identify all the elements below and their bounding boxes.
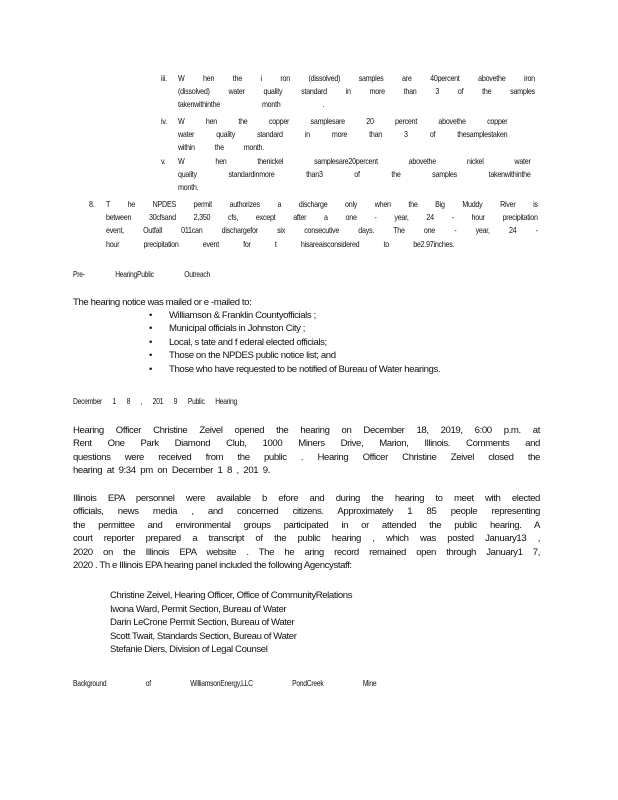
list-item: • Those on the NPDES public notice list; and	[149, 349, 440, 362]
list-item: • Those who have requested to be notified of Bureau of Water hearings.	[149, 363, 440, 376]
list-item-iv	[178, 115, 507, 155]
list-item-line: event, Outfall 011can dischargefor six consecutive days. The one - year, 24 -	[106, 225, 538, 236]
list-item-line: water quality standard in more than 3 of thesamplestaken	[178, 129, 508, 140]
list-item: Darin LeCrone Permit Section, Bureau of Water	[110, 617, 295, 629]
paragraph-line: hearing at 9:34 pm on December 1 8 , 201 9.	[73, 465, 270, 477]
paragraph-line: Rent One Park Diamond Club, 1000 Miners Drive, Marion, Illinois. Comments and	[73, 438, 540, 450]
list-item-8	[106, 198, 538, 251]
list-marker-iii: iii.	[161, 73, 167, 83]
list-item-iii	[178, 72, 535, 112]
list-item-line: T he NPDES permit authorizes a discharge only when the Big Muddy River is	[106, 199, 538, 209]
heading-background: Background of WilliamsonEnergy,LLC PondCreek Mine	[73, 679, 377, 688]
list-item: Iwona Ward, Permit Section, Bureau of Water	[110, 603, 287, 615]
list-item: • Local, s tate and f ederal elected officials;	[149, 336, 440, 349]
list-item-line: within the month.	[178, 142, 264, 153]
list-item: Stefanie Diers, Division of Legal Counsel	[110, 644, 268, 656]
staff-list	[110, 589, 352, 657]
list-item-line: W hen the i ron (dissolved) samples are 40percent abovethe iron	[178, 73, 535, 83]
personnel-paragraph	[73, 492, 540, 572]
paragraph-line: Hearing Officer Christine Zeivel opened the hearing on December 18, 2019, 6:00 p.m. at	[73, 425, 540, 436]
paragraph-line: the permittee and environmental groups participated in or attended the public hearing. A	[73, 519, 540, 531]
outreach-list	[149, 309, 440, 376]
paragraph-line: court reporter prepared a transcript of the public hearing , which was posted January13 ,	[73, 533, 540, 545]
list-item-line: (dissolved) water quality standard in more than 3 of the samples	[178, 86, 535, 97]
paragraph-line: 2020 on the Illinois EPA website . The he aring record remained open through January1 7,	[73, 546, 540, 558]
heading-hearing: December 1 8 , 201 9 Public Hearing	[73, 397, 237, 406]
list-item-line: takenwithinthe month .	[178, 99, 325, 110]
outreach-intro: The hearing notice was mailed or e -mailed to:	[73, 297, 252, 308]
list-item-line: between 30cfsand 2,350 cfs, except after a one - year, 24 - hour precipitation	[106, 212, 538, 223]
list-item: Scott Twait, Standards Section, Bureau of Water	[110, 630, 297, 642]
list-item-line: month.	[178, 182, 199, 193]
list-item-line: W hen the copper samplesare 20 percent abovethe copper	[178, 116, 508, 126]
list-marker-iv: iv.	[161, 116, 167, 126]
hearing-paragraph	[73, 424, 540, 478]
list-item: Christine Zeivel, Hearing Officer, Office of CommunityRelations	[110, 590, 353, 601]
paragraph-line: Illinois EPA personnel were available b efore and during the hearing to meet with elected	[73, 493, 540, 504]
heading-outreach: Pre- HearingPublic Outreach	[73, 270, 210, 279]
list-item-v	[178, 155, 531, 195]
paragraph-line: 2020 . Th e Illinois EPA hearing panel included the following Agencystaff:	[73, 560, 352, 572]
list-item: • Williamson & Franklin Countyofficials ;	[149, 309, 440, 322]
list-item-line: hour precipitation event for t hisareaisconsidered to be2.97inches.	[106, 238, 455, 249]
list-marker-8: 8.	[89, 199, 95, 209]
list-item: • Municipal officials in Johnston City ;	[149, 322, 440, 335]
paragraph-line: officials, news media , and concerned citizens. Approximately 1 85 people representing	[73, 506, 540, 518]
list-item-line: W hen thenickel samplesare20percent abovethe nickel water	[178, 156, 531, 166]
list-item-line: quality standardinmore than3 of the samples takenwithinthe	[178, 169, 531, 180]
list-marker-v: v.	[161, 156, 166, 166]
paragraph-line: questions were received from the public . Hearing Officer Christine Zeivel closed the	[73, 451, 540, 463]
